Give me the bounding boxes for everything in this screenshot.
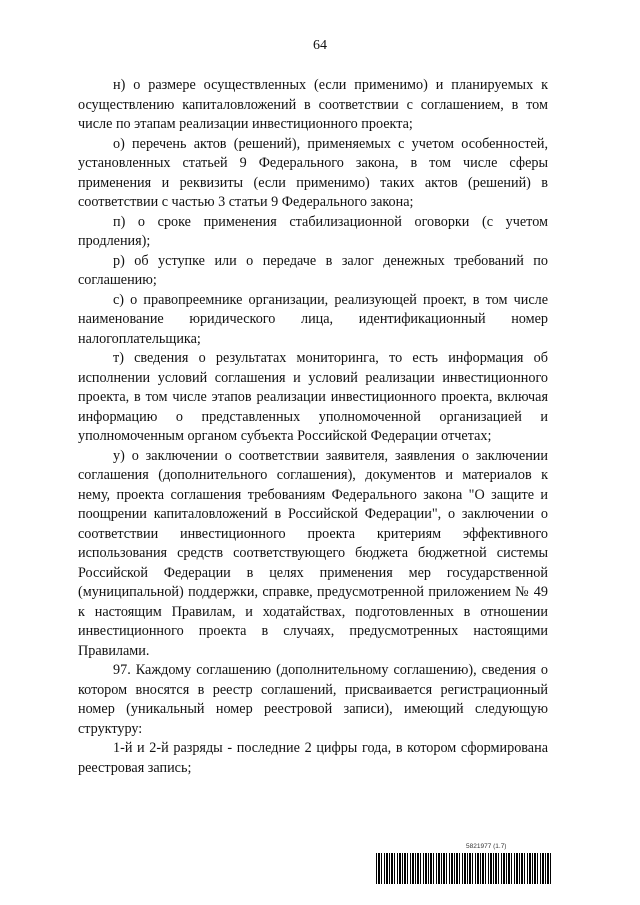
page-number: 64: [313, 38, 327, 53]
barcode-icon: [376, 853, 552, 884]
paragraph-t: т) сведения о результатах мониторинга, то есть информация об исполнении условий соглашения и условий реализации инвестиционного проекта, в том числе этапов реализации инвестиционного проекта, включая информацию о представленных уполномоченной организацией и уполномоченным органом субъекта Российской Федерации отчетах;: [78, 350, 548, 444]
paragraph-n: н) о размере осуществленных (если применимо) и планируемых к осуществлению капиталовложений в соответствии с соглашением, в том числе по этапам реализации инвестиционного проекта;: [78, 77, 548, 132]
paragraph-r: р) об уступке или о передаче в залог денежных требований по соглашению;: [78, 252, 548, 288]
paragraph-p: п) о сроке применения стабилизационной оговорки (с учетом продления);: [78, 213, 548, 249]
paragraph-u: у) о заключении о соответствии заявителя, заявления о заключении соглашения (дополнительного соглашения), документов и материалов к нему, проекта соглашения требованиям Федерального закона "О защите и поощрении капиталовложений в Российской Федерации", о заключении о соответствии инвестиционного проекта критериям эффективного использования средств соответствующего бюджета бюджетной системы Российской Федерации в целях применения мер государственной (муниципальной) поддержки, справке, предусмотренной приложением № 49 к настоящим Правилам, и ходатайствах, подготовленных в отношении инвестиционного проекта в случаях, предусмотренных настоящими Правилами.: [78, 447, 548, 659]
paragraph-digits-1-2: 1-й и 2-й разряды - последние 2 цифры года, в котором сформирована реестровая запись;: [78, 740, 548, 776]
barcode-block: [376, 843, 552, 885]
paragraph-o: о) перечень актов (решений), применяемых с учетом особенностей, установленных статьей 9 Федерального закона, в том числе сферы применения и реквизиты (если применимо) таких актов (решений) в соответствии с частью 3 статьи 9 Федерального закона;: [78, 135, 548, 210]
paragraph-97: 97. Каждому соглашению (дополнительному соглашению), сведения о котором вносятся в реестр соглашений, присваивается регистрационный номер (уникальный номер реестровой записи), имеющий следующую структуру:: [78, 662, 548, 737]
paragraph-s: с) о правопреемнике организации, реализующей проект, в том числе наименование юридического лица, идентификационный номер налогоплательщика;: [78, 291, 548, 347]
barcode-caption: 5821977 (1.7): [466, 843, 507, 850]
document-body: [78, 76, 548, 778]
